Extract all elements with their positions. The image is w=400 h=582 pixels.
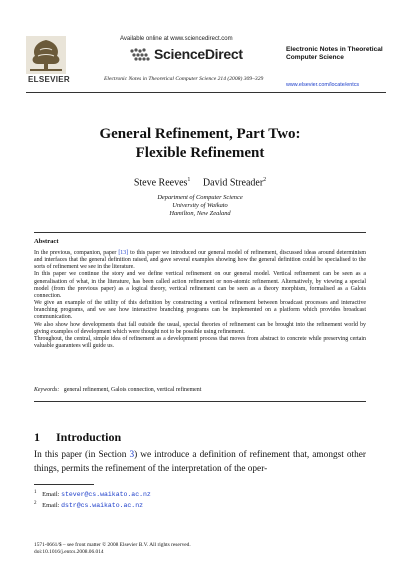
doi-line[interactable]: doi:10.1016/j.entcs.2008.06.014 — [34, 549, 104, 556]
affiliation-line: Hamilton, New Zealand — [169, 210, 231, 217]
journal-header — [0, 0, 400, 96]
email-link[interactable]: stever@cs.waikato.ac.nz — [61, 491, 151, 499]
footnote-mark: 2 — [34, 501, 37, 507]
author-list — [40, 177, 360, 188]
author-name: David Streader — [202, 177, 264, 189]
section-heading — [34, 430, 121, 445]
footnote-mark: 1 — [34, 490, 37, 495]
abstract-bottom-rule — [34, 401, 366, 402]
intro-paragraph: In this paper (in Section 3) we introduce a definition of refinement that, amongst other things, permits the refinement of the interpretation of the oper- — [34, 450, 366, 474]
series-url-link[interactable]: www.elsevier.com/locate/entcs — [286, 82, 360, 88]
footnote-rule — [34, 484, 94, 485]
abstract-paragraph: In this paper we continue the story and we define vertical refinement on our general model. Vertical refinement can be seen as a generalisation of what, in the literature, has been called action refinement or non-atomic refinement. Alternatively, by viewing a special model (from the previous paper) as a logical theory, vertical refinement can be seen as a theory morphism, formalised as a Galois connection. — [34, 271, 366, 299]
elsevier-tree-logo — [26, 36, 66, 74]
publisher-logo-text: ELSEVIER — [28, 75, 70, 84]
affiliation — [40, 194, 360, 218]
footnote-label: Email: — [42, 491, 60, 499]
abstract-paragraph: We also show how developments that fall outside the usual, special theories of refinement can be brought into the refinement world by giving examples of development which were thought not to be possible using refinement. — [34, 321, 366, 335]
author-name: Steve Reeves — [133, 177, 188, 189]
journal-citation: Electronic Notes in Theoretical Computer Science 214 (2008) 309–329 — [104, 76, 264, 82]
footnotes — [34, 488, 366, 510]
series-title: Electronic Notes in Theoretical Computer Science — [286, 46, 383, 61]
footnote-label: Email: — [42, 502, 60, 510]
keywords-list: general refinement, Galois connection, vertical refinement — [63, 387, 202, 393]
abstract-paragraph: Throughout, the central, simple idea of refinement as a development process that moves from abstract to concrete while preserving certain valuable guarantees will guide us. — [34, 335, 366, 350]
abstract-heading: Abstract — [34, 238, 59, 245]
footnote-mark[interactable]: 2 — [263, 177, 267, 183]
abstract-text — [34, 250, 366, 350]
sciencedirect-brand: ScienceDirect — [154, 46, 243, 62]
footnote-mark[interactable]: 1 — [187, 177, 191, 183]
section-ref-link[interactable]: 3 — [129, 450, 135, 460]
abstract-top-rule — [34, 232, 366, 233]
header-divider — [26, 92, 386, 93]
section-title: Introduction — [56, 430, 122, 444]
keywords-label: Keywords: — [34, 387, 60, 393]
citation-link[interactable]: [13] — [118, 250, 129, 256]
available-online-text: Available online at www.sciencedirect.com — [120, 36, 233, 42]
section-number: 1 — [34, 430, 40, 444]
abstract-paragraph: We give an example of the utility of this definition by constructing a vertical refinement between broadcast processes and interactive branching programs, and we see how interactive branching programs can be implemented on a platform which provides broadcast communication. — [34, 300, 366, 321]
sciencedirect-dots-icon — [129, 47, 151, 61]
footnote — [34, 499, 366, 510]
paper-title — [40, 125, 360, 163]
copyright-footer — [34, 542, 191, 557]
affiliation-line: University of Waikato — [172, 202, 228, 209]
title-line: General Refinement, Part Two: — [99, 126, 301, 142]
affiliation-line: Department of Computer Science — [157, 194, 243, 201]
footnote — [34, 488, 366, 499]
email-link[interactable]: dstr@cs.waikato.ac.nz — [61, 502, 144, 510]
abstract-paragraph: In the previous, companion, paper [13] to this paper we introduced our general model of refinement, discussed ideas around determinism and interfaces that the general definition raised, and gave several examples showing how the general definition could be specialised to the sorts of refinement we see in the literature. — [34, 250, 366, 271]
keywords — [34, 387, 366, 393]
issn-line: 1571-0661/$ – see front matter © 2008 Elsevier B.V. All rights reserved. — [34, 542, 191, 548]
title-line: Flexible Refinement — [135, 145, 265, 161]
